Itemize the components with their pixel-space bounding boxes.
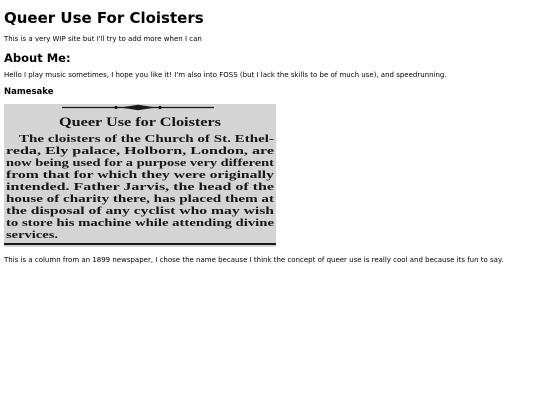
clipping-line-4: from that for which they were originally	[6, 170, 276, 181]
clipping-caption: This is a column from an 1899 newspaper, I chose the name because I think the concept of queer use is really cool and because its fun to say.	[4, 256, 504, 264]
newspaper-clipping-image	[4, 104, 276, 247]
clipping-line-7: the disposal of any cyclist who may wish	[6, 206, 275, 217]
clipping-line-2: reda, Ely palace, Holborn, London, are	[6, 146, 275, 157]
about-text: Hello I play music sometimes, I hope you like it! I'm also into FOSS (but I lack the skills to be of much use), and speedrunning.	[4, 71, 447, 79]
namesake-heading: Namesake	[4, 87, 54, 97]
clipping-line-5: intended. Father Jarvis, the head of the	[6, 182, 275, 193]
clipping-line-8: to store his machine while attending divine	[6, 218, 275, 229]
clipping-line-1: The cloisters of the Church of St. Ethel-	[19, 134, 275, 145]
clipping-title: Queer Use for Cloisters	[59, 114, 221, 129]
page-title: Queer Use For Cloisters	[4, 9, 204, 27]
clipping-line-6: house of charity there, has placed them at	[6, 194, 275, 205]
clipping-line-3: now being used for a purpose very different	[6, 158, 275, 169]
about-heading: About Me:	[4, 51, 71, 65]
clipping-line-9: services.	[6, 230, 59, 241]
clipping-scan	[4, 104, 276, 247]
intro-text: This is a very WIP site but I'll try to add more when I can	[4, 35, 202, 43]
